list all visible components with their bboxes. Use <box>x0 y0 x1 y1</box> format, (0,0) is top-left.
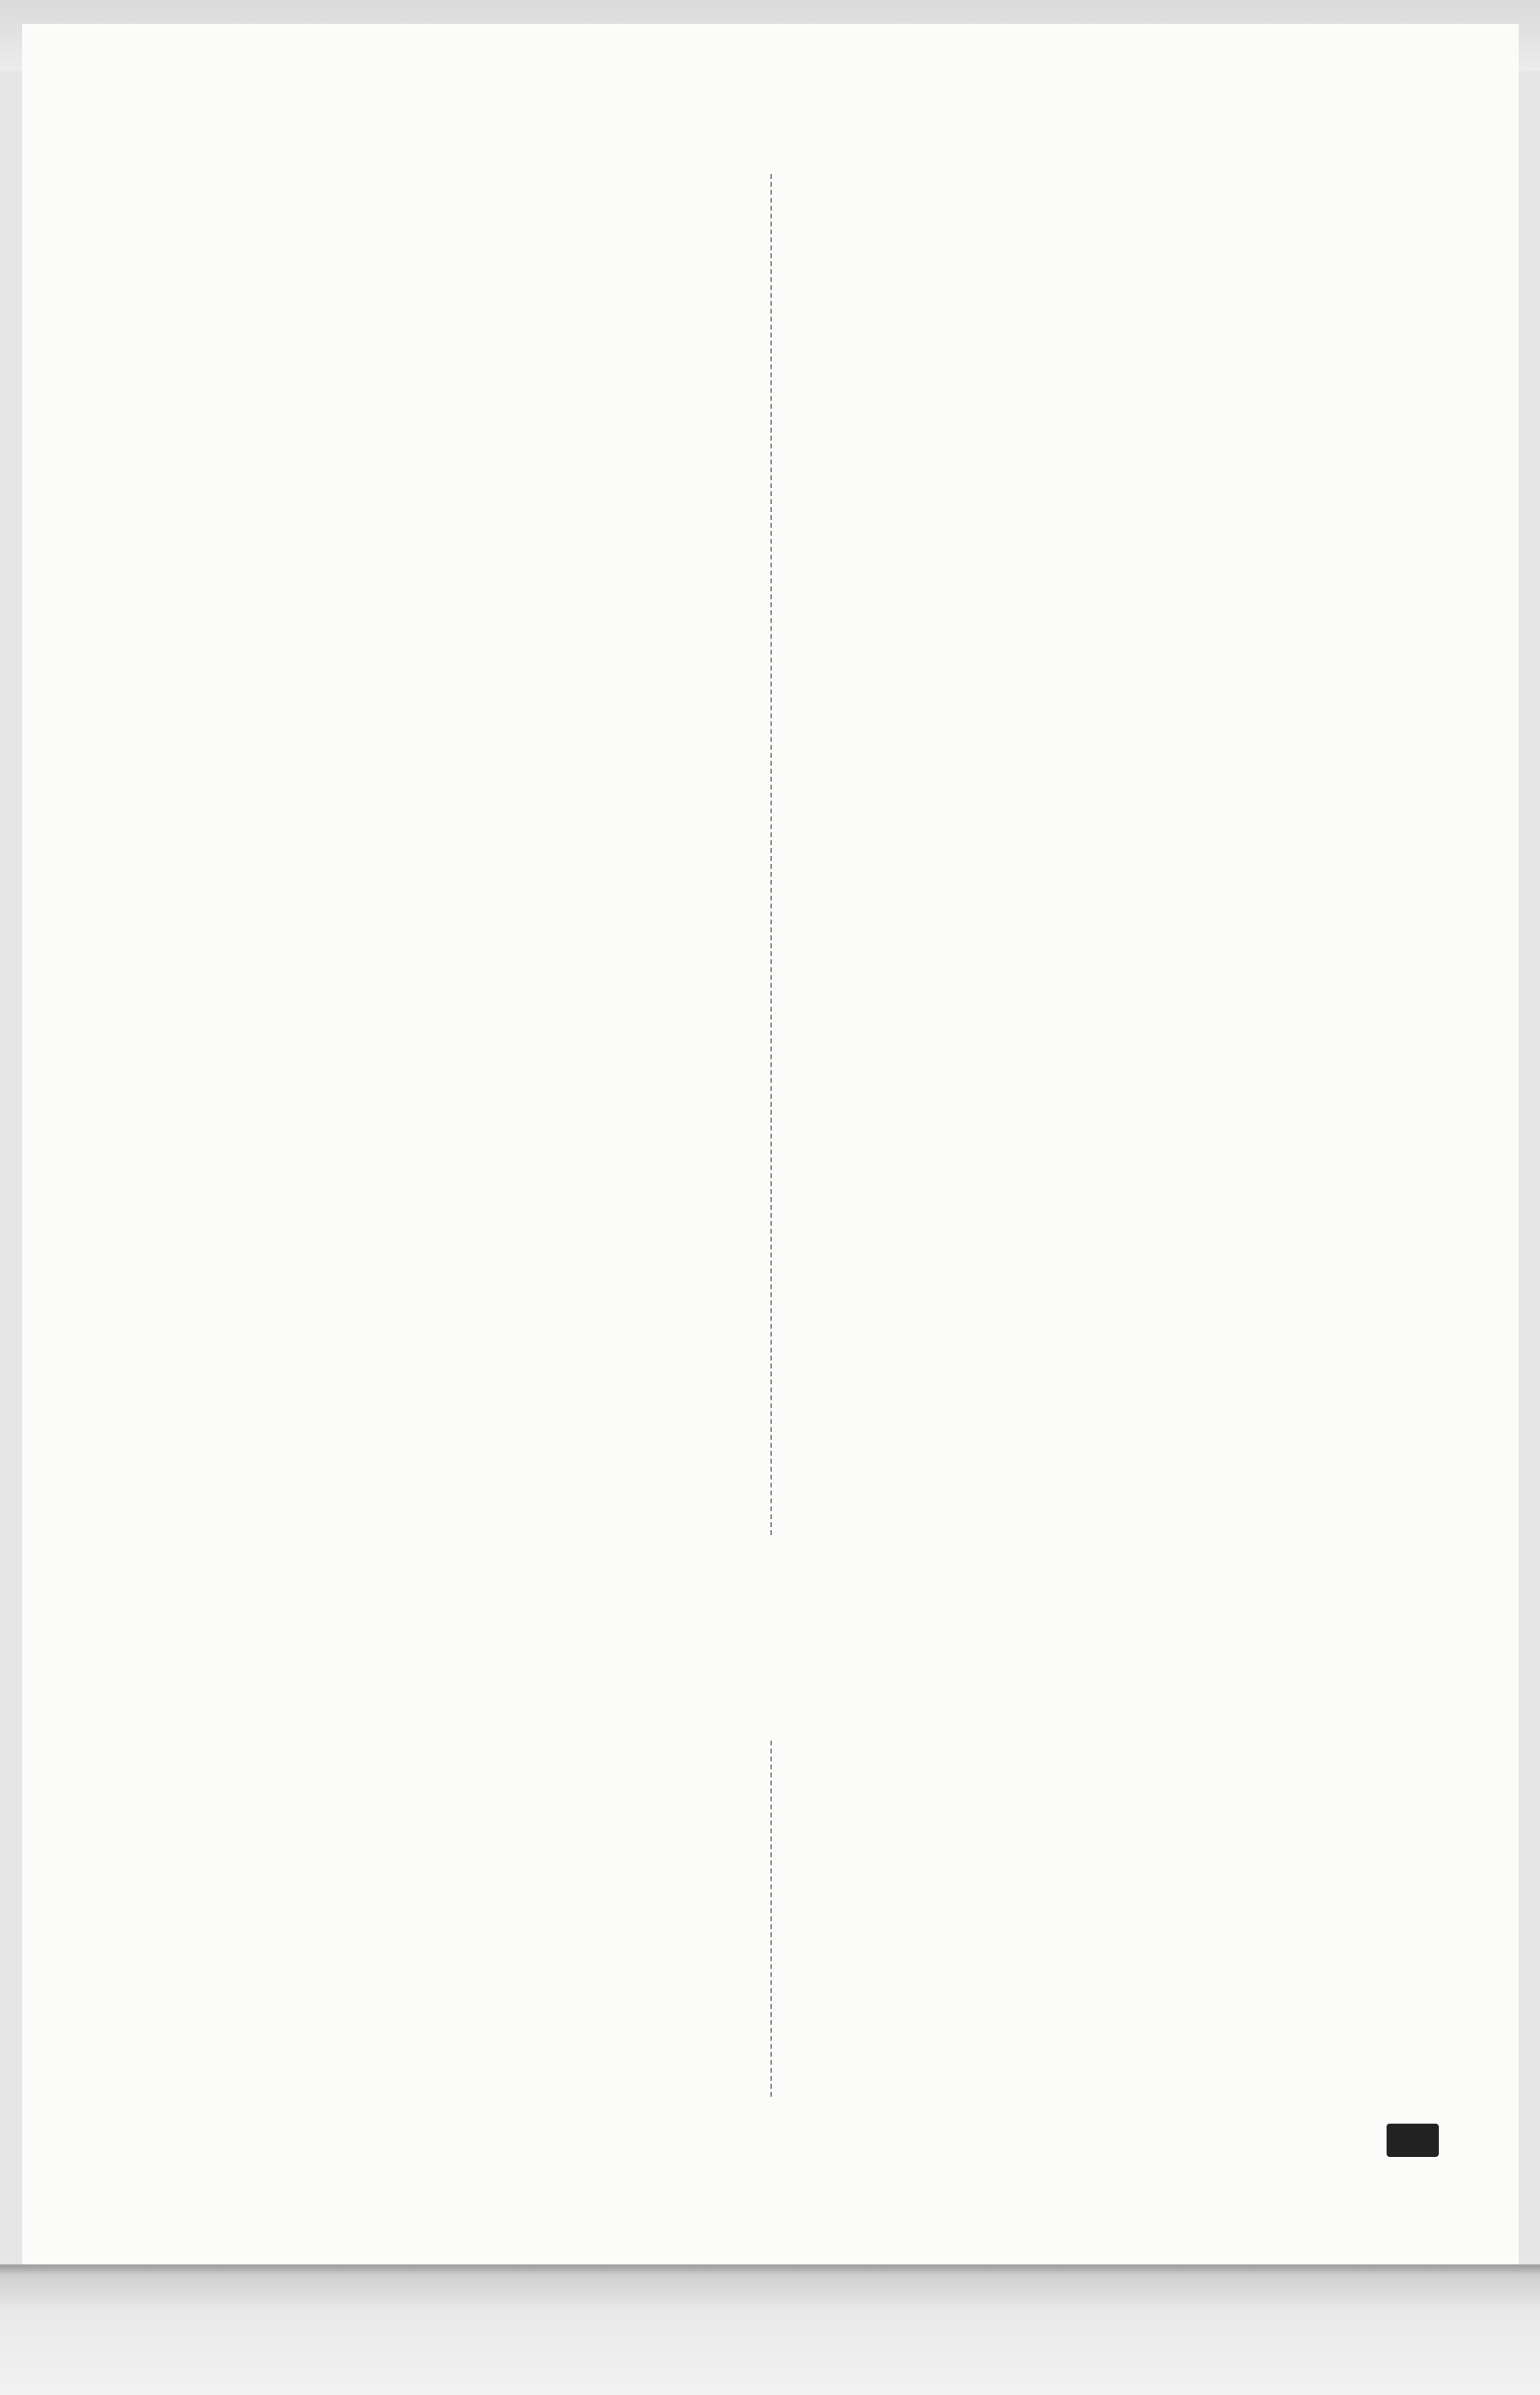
column-divider-top <box>770 174 772 1535</box>
dialog-left-column <box>117 24 766 2160</box>
dialog-right-column <box>791 24 1440 2160</box>
page-sheet <box>22 24 1519 2271</box>
column-divider-bottom <box>770 1741 772 2097</box>
scan-bottom-edge <box>0 2264 1540 2395</box>
page-number <box>1387 2124 1439 2157</box>
